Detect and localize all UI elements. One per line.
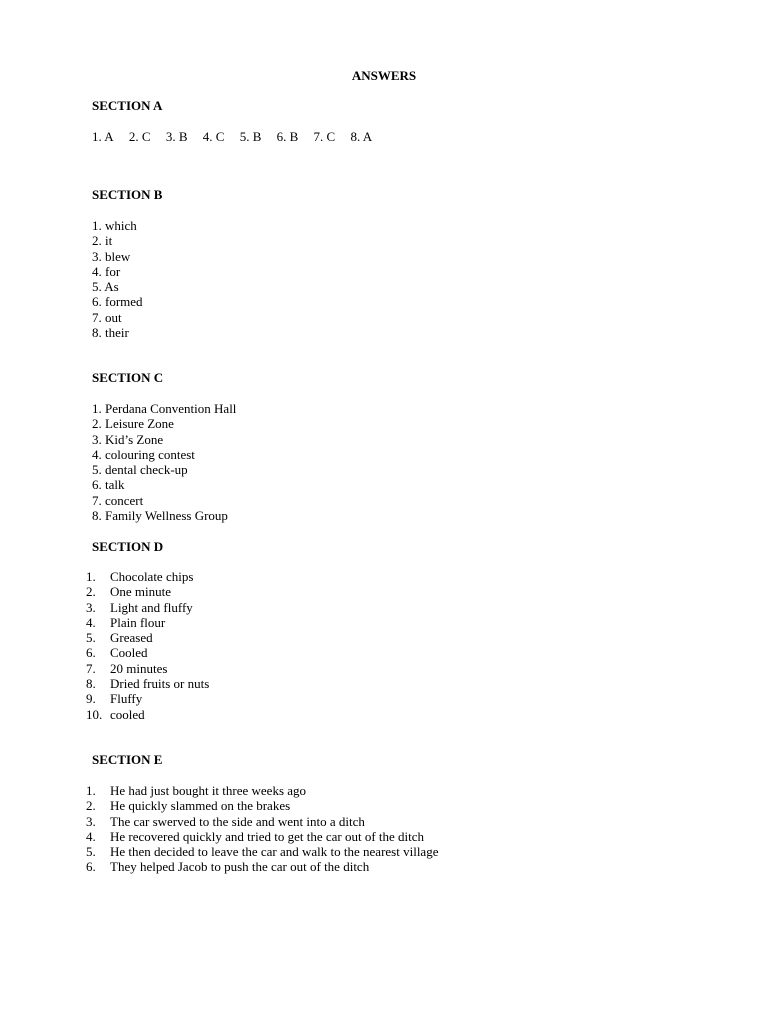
list-item: 1. Perdana Convention Hall <box>92 401 237 416</box>
list-item: 9. Fluffy <box>86 691 143 707</box>
list-item: 2. One minute <box>86 584 172 600</box>
section-a-answer: 2. C <box>128 129 151 144</box>
section-e-list <box>86 783 546 875</box>
list-item: 10. cooled <box>86 706 145 722</box>
section-a-answer: 8. A <box>350 129 373 144</box>
list-item: 6. Cooled <box>86 645 148 661</box>
section-a-answer: 6. B <box>276 129 299 144</box>
list-item: 8. their <box>92 325 129 341</box>
list-item: 8. Family Wellness Group <box>92 508 228 524</box>
list-item: 3. The car swerved to the side and went into a ditch <box>86 813 365 829</box>
list-item: 4. colouring contest <box>92 446 195 462</box>
list-item: 6. They helped Jacob to push the car out of the ditch <box>86 859 370 875</box>
list-item: 3. blew <box>92 248 131 264</box>
list-item: 4. He recovered quickly and tried to get the car out of the ditch <box>86 828 425 844</box>
page-title: ANSWERS <box>351 68 417 83</box>
list-item: 7. concert <box>92 492 144 508</box>
list-item: 2. He quickly slammed on the brakes <box>86 798 291 814</box>
list-item: 5. He then decided to leave the car and walk to the nearest village <box>86 844 439 860</box>
list-item: 5. As <box>92 279 119 295</box>
list-item: 8. Dried fruits or nuts <box>86 676 210 692</box>
section-a-answer: 7. C <box>313 129 336 144</box>
list-item: 6. formed <box>92 294 143 310</box>
section-d-heading: SECTION D <box>92 539 164 554</box>
section-b-list <box>92 218 143 340</box>
list-item: 5. dental check-up <box>92 462 188 478</box>
list-item: 4. for <box>92 263 121 279</box>
list-item: 3. Kid’s Zone <box>92 431 164 447</box>
list-item: 6. talk <box>92 477 125 493</box>
list-item: 7. 20 minutes <box>86 660 168 676</box>
section-e-heading: SECTION E <box>92 752 163 767</box>
list-item: 1. Chocolate chips <box>86 569 194 584</box>
section-a-answer: 3. B <box>165 129 188 144</box>
list-item: 3. Light and fluffy <box>86 599 193 615</box>
section-a-answers <box>92 129 384 145</box>
list-item: 2. Leisure Zone <box>92 416 174 432</box>
section-a-answer: 5. B <box>239 129 262 144</box>
section-c-list <box>92 401 236 523</box>
section-a-heading: SECTION A <box>92 98 163 113</box>
section-d-list <box>86 569 386 722</box>
section-b-heading: SECTION B <box>92 187 163 202</box>
section-c-heading: SECTION C <box>92 370 164 385</box>
section-a-answer: 4. C <box>202 129 225 144</box>
list-item: 4. Plain flour <box>86 614 166 630</box>
list-item: 7. out <box>92 309 122 325</box>
list-item: 2. it <box>92 233 113 249</box>
list-item: 1. which <box>92 218 137 233</box>
section-a-answer: 1. A <box>92 129 114 144</box>
list-item: 1. He had just bought it three weeks ago <box>86 783 307 798</box>
list-item: 5. Greased <box>86 630 153 646</box>
